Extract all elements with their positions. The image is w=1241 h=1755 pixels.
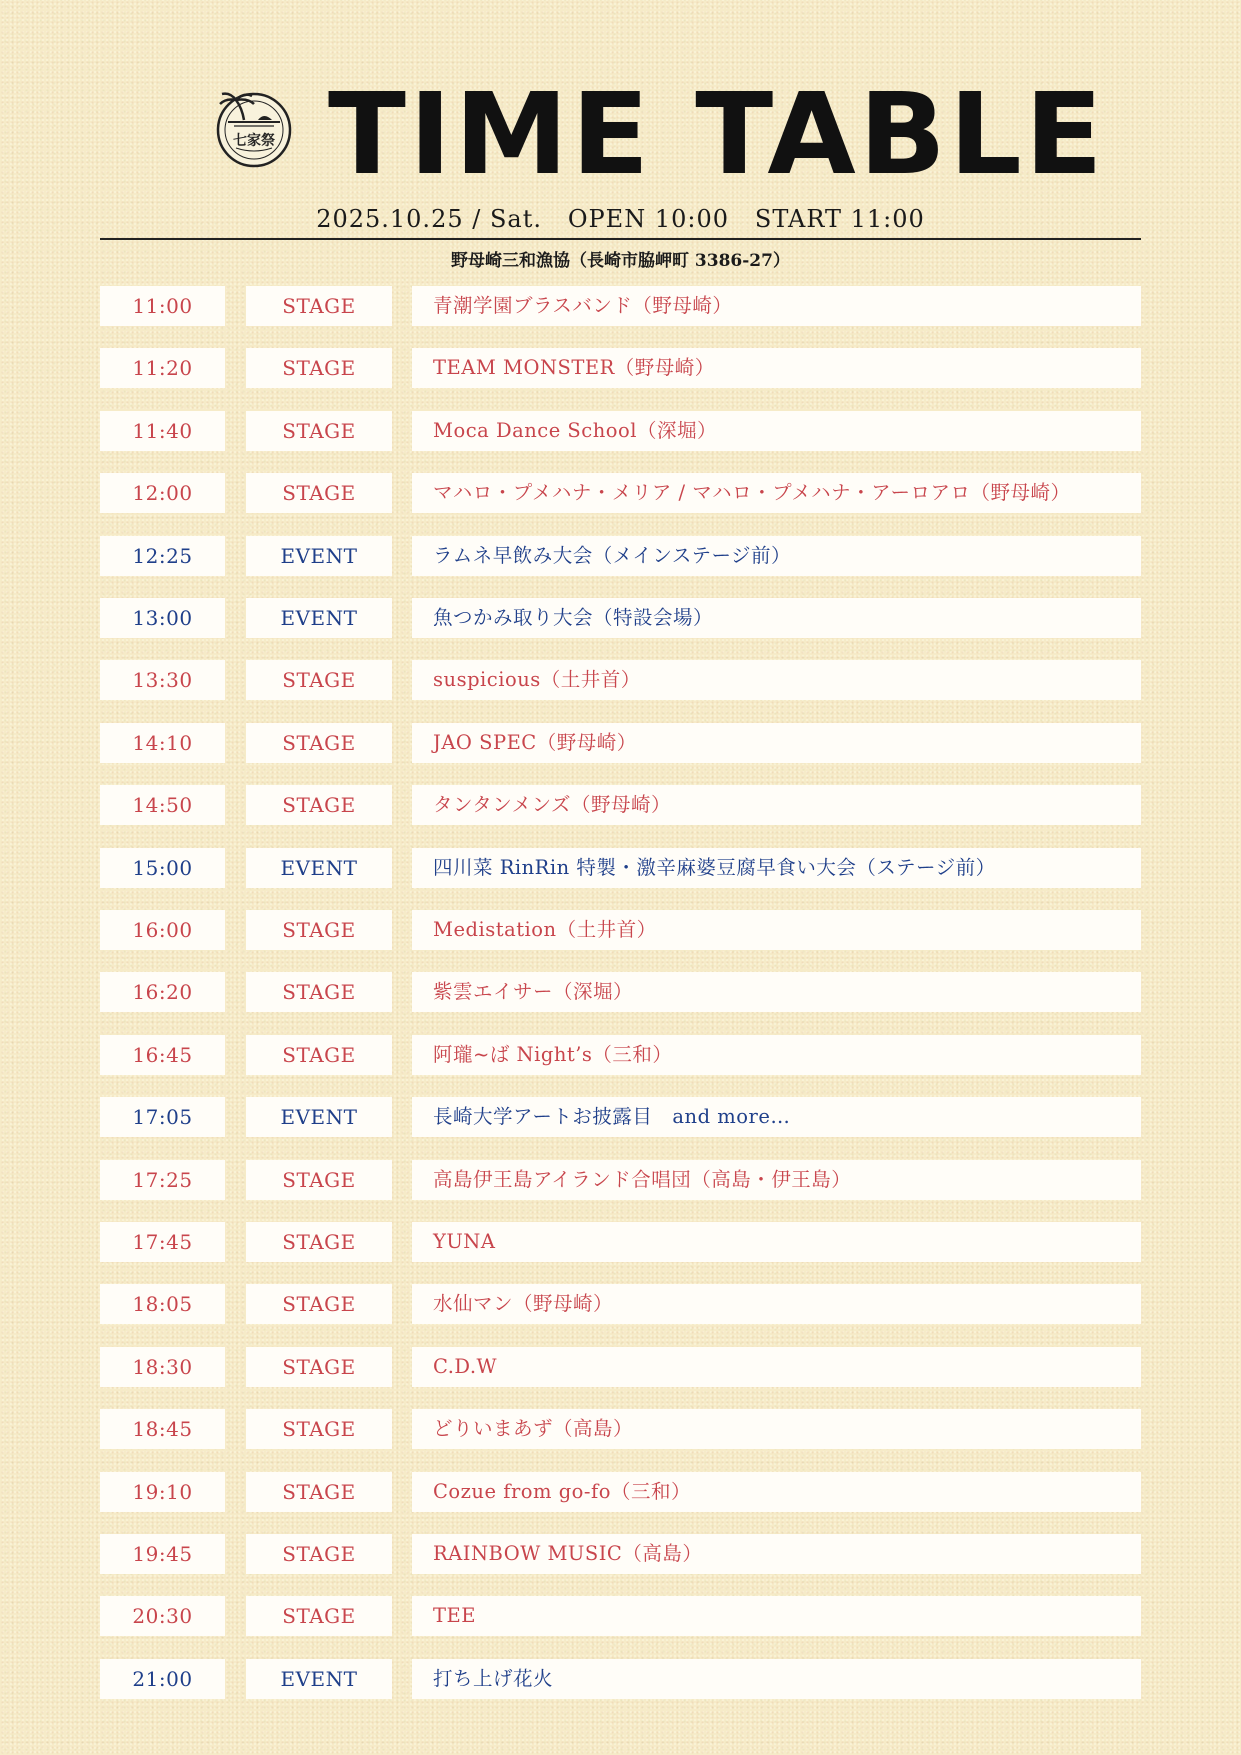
row-kind: STAGE	[246, 348, 392, 388]
row-time: 11:00	[100, 286, 225, 326]
row-kind: EVENT	[246, 1097, 392, 1137]
row-time: 14:50	[100, 785, 225, 825]
row-kind: STAGE	[246, 723, 392, 763]
venue-address: 野母崎三和漁協（長崎市脇岬町 3386-27）	[451, 251, 790, 271]
row-kind: STAGE	[246, 286, 392, 326]
timetable-row	[0, 411, 1241, 451]
row-performer: 打ち上げ花火	[412, 1659, 1141, 1699]
row-kind: STAGE	[246, 660, 392, 700]
timetable-row	[0, 1472, 1241, 1512]
row-performer: 長崎大学アートお披露目 and more…	[412, 1097, 1141, 1137]
timetable-row	[0, 473, 1241, 513]
row-time: 13:30	[100, 660, 225, 700]
row-kind: STAGE	[246, 1472, 392, 1512]
row-performer: どりいまあず（高島）	[412, 1409, 1141, 1449]
row-kind: STAGE	[246, 1160, 392, 1200]
row-kind: STAGE	[246, 1035, 392, 1075]
row-time: 18:45	[100, 1409, 225, 1449]
timetable-row	[0, 785, 1241, 825]
logo-text: 七家祭	[233, 133, 275, 149]
timetable-row	[0, 848, 1241, 888]
row-performer: TEE	[412, 1596, 1141, 1636]
row-time: 20:30	[100, 1596, 225, 1636]
timetable-row	[0, 1097, 1241, 1137]
row-performer: マハロ・プメハナ・メリア / マハロ・プメハナ・アーロアロ（野母崎）	[412, 473, 1141, 513]
row-time: 17:25	[100, 1160, 225, 1200]
timetable-row	[0, 1659, 1241, 1699]
row-kind: STAGE	[246, 473, 392, 513]
event-date-line: 2025.10.25 / Sat. OPEN 10:00 START 11:00	[316, 205, 925, 233]
row-performer: ラムネ早飲み大会（メインステージ前）	[412, 536, 1141, 576]
row-kind: STAGE	[246, 1409, 392, 1449]
row-time: 16:20	[100, 972, 225, 1012]
timetable-row	[0, 1534, 1241, 1574]
timetable-row	[0, 1347, 1241, 1387]
row-time: 11:20	[100, 348, 225, 388]
row-performer: 水仙マン（野母崎）	[412, 1284, 1141, 1324]
row-time: 19:10	[100, 1472, 225, 1512]
row-time: 11:40	[100, 411, 225, 451]
row-performer: C.D.W	[412, 1347, 1141, 1387]
timetable-row	[0, 598, 1241, 638]
row-time: 13:00	[100, 598, 225, 638]
row-time: 12:25	[100, 536, 225, 576]
row-kind: STAGE	[246, 785, 392, 825]
row-kind: STAGE	[246, 910, 392, 950]
row-kind: STAGE	[246, 1534, 392, 1574]
row-performer: 紫雲エイサー（深堀）	[412, 972, 1141, 1012]
row-time: 12:00	[100, 473, 225, 513]
timetable-row	[0, 1160, 1241, 1200]
row-performer: 魚つかみ取り大会（特設会場）	[412, 598, 1141, 638]
row-time: 18:05	[100, 1284, 225, 1324]
row-performer: 青潮学園ブラスバンド（野母崎）	[412, 286, 1141, 326]
festival-logo	[214, 90, 294, 170]
divider	[100, 238, 1141, 240]
row-performer: suspicious（土井首）	[412, 660, 1141, 700]
row-performer: TEAM MONSTER（野母崎）	[412, 348, 1141, 388]
row-performer: JAO SPEC（野母崎）	[412, 723, 1141, 763]
timetable-row	[0, 1035, 1241, 1075]
page-title: TIME TABLE	[328, 70, 1106, 200]
timetable-row	[0, 348, 1241, 388]
timetable-row	[0, 1596, 1241, 1636]
row-performer: Medistation（土井首）	[412, 910, 1141, 950]
row-performer: YUNA	[412, 1222, 1141, 1262]
row-time: 14:10	[100, 723, 225, 763]
row-kind: EVENT	[246, 598, 392, 638]
row-performer: 高島伊王島アイランド合唱団（高島・伊王島）	[412, 1160, 1141, 1200]
row-time: 21:00	[100, 1659, 225, 1699]
row-performer: RAINBOW MUSIC（高島）	[412, 1534, 1141, 1574]
timetable-row	[0, 723, 1241, 763]
row-time: 15:00	[100, 848, 225, 888]
timetable-row	[0, 660, 1241, 700]
row-performer: Cozue from go-fo（三和）	[412, 1472, 1141, 1512]
row-kind: EVENT	[246, 1659, 392, 1699]
row-time: 16:45	[100, 1035, 225, 1075]
timetable-row	[0, 1284, 1241, 1324]
row-kind: STAGE	[246, 1284, 392, 1324]
row-kind: STAGE	[246, 1596, 392, 1636]
row-performer: 四川菜 RinRin 特製・激辛麻婆豆腐早食い大会（ステージ前）	[412, 848, 1141, 888]
row-performer: Moca Dance School（深堀）	[412, 411, 1141, 451]
timetable-row	[0, 910, 1241, 950]
row-kind: EVENT	[246, 848, 392, 888]
row-kind: STAGE	[246, 411, 392, 451]
timetable-row	[0, 286, 1241, 326]
row-time: 16:00	[100, 910, 225, 950]
row-performer: 阿瓏~ば Night’s（三和）	[412, 1035, 1141, 1075]
row-kind: EVENT	[246, 536, 392, 576]
row-time: 17:45	[100, 1222, 225, 1262]
header	[0, 0, 1241, 271]
row-kind: STAGE	[246, 1347, 392, 1387]
row-time: 17:05	[100, 1097, 225, 1137]
timetable-row	[0, 536, 1241, 576]
row-performer: タンタンメンズ（野母崎）	[412, 785, 1141, 825]
row-kind: STAGE	[246, 1222, 392, 1262]
timetable-row	[0, 1222, 1241, 1262]
row-time: 19:45	[100, 1534, 225, 1574]
row-time: 18:30	[100, 1347, 225, 1387]
row-kind: STAGE	[246, 972, 392, 1012]
timetable-row	[0, 1409, 1241, 1449]
timetable-row	[0, 972, 1241, 1012]
